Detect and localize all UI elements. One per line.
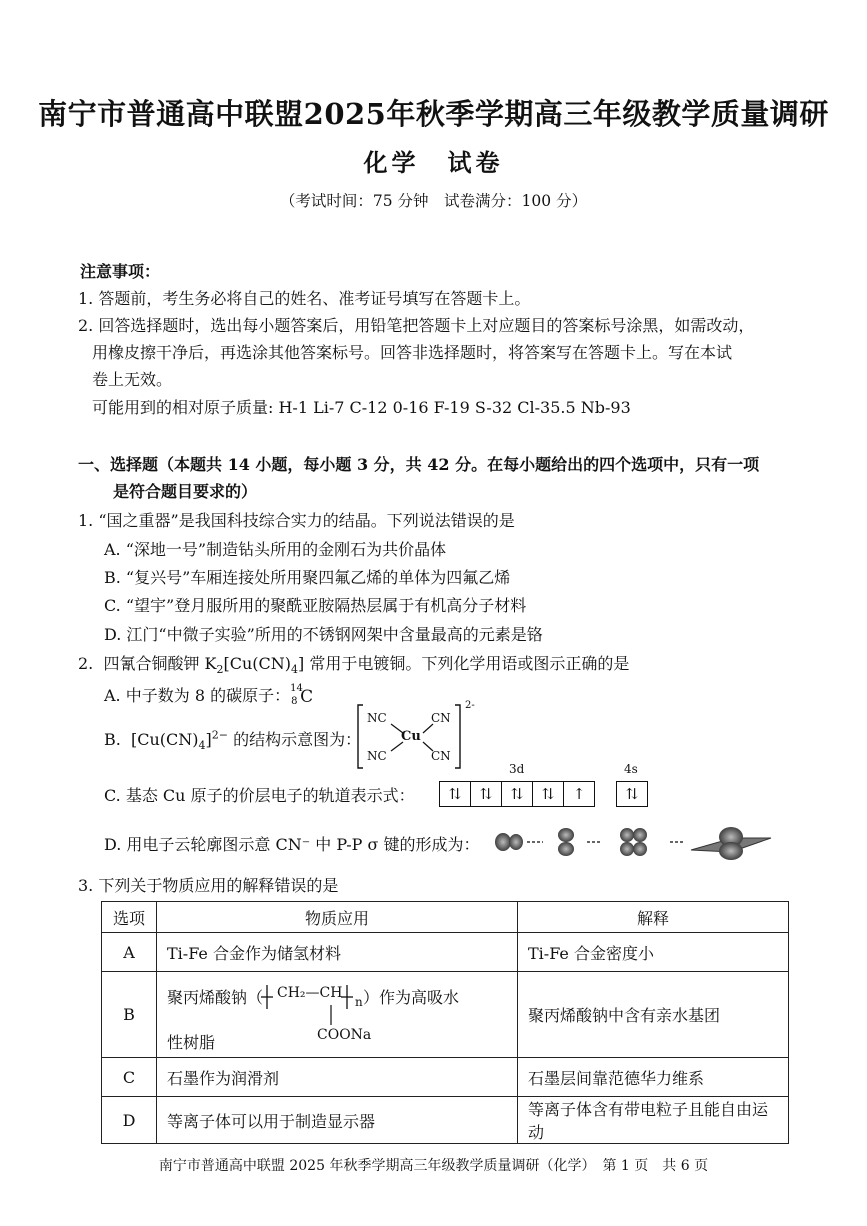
row-d-option: D [102, 1097, 157, 1144]
row-a-application: Ti-Fe 合金作为储氢材料 [157, 933, 518, 972]
q3-table [101, 901, 789, 1144]
section-heading: 一、选择题（本题共 14 小题，每小题 3 分，共 42 分。在每小题给出的四个选项中，只有一项 [78, 455, 760, 474]
orbital-4s: ⇅ [616, 781, 648, 807]
label-3d: 3d [509, 762, 525, 776]
exam-title: 南宁市普通高中联盟2025年秋季学期高三年级教学质量调研 [38, 97, 829, 131]
q1-option-c: C. “望宇”登月服所用的聚酰亚胺隔热层属于有机高分子材料 [104, 596, 527, 615]
q3-stem: 3. 下列关于物质应用的解释错误的是 [78, 876, 339, 895]
orbital-diagram [439, 781, 649, 807]
polymer-backbone: CH₂—CH [277, 984, 343, 1001]
table-header-option: 选项 [102, 902, 157, 933]
orbital-3d-5: ↑ [563, 781, 595, 807]
table-row [102, 933, 789, 972]
q2-sub-4: 4 [291, 663, 298, 677]
row-b-explanation: 聚丙烯酸钠中含有亲水基团 [518, 972, 789, 1058]
q2-option-b-rest: 的结构示意图为： [233, 730, 362, 749]
exam-info: （考试时间：75 分钟 试卷满分：100 分） [279, 192, 588, 210]
notice-item-2-end: 卷上无效。 [92, 370, 173, 389]
exam-subject: 化学 试卷 [363, 148, 504, 177]
electron-cloud-diagram [495, 820, 775, 864]
q2-option-b: B. $[Cu(CN)_4]^{2-}$ 的结构示意图为： [104, 728, 362, 753]
nuclide-symbol: C [300, 686, 314, 707]
orbital-3d-4: ⇅ [532, 781, 564, 807]
q1-option-d: D. 江门“中微子实验”所用的不锈钢网架中含量最高的元素是铬 [104, 625, 543, 644]
q2-sub-2: 2 [216, 663, 224, 677]
notice-heading: 注意事项： [80, 262, 161, 281]
row-c-option: C [102, 1058, 157, 1097]
notice-item-2-cont: 用橡皮擦干净后，再选涂其他答案标号。回答非选择题时，将答案写在答题卡上。写在本试 [92, 343, 733, 362]
notice-item-2: 2. 回答选择题时，选出每小题答案后，用铅笔把答题卡上对应题目的答案标号涂黑，如需改动， [78, 316, 755, 335]
notice-item-1: 1. 答题前，考生务必将自己的姓名、准考证号填写在答题卡上。 [78, 289, 531, 308]
orbital-3d-2: ⇅ [470, 781, 502, 807]
ligand-nc-top: NC [367, 711, 387, 725]
table-header-application: 物质应用 [157, 902, 518, 933]
q2-stem-b: [Cu(CN) [223, 654, 291, 673]
complex-charge: 2- [465, 700, 475, 711]
q2-option-c: C. 基态 Cu 原子的价层电子的轨道表示式： [104, 786, 415, 805]
cu-cn4-structure-diagram [355, 702, 475, 772]
table-row [102, 1097, 789, 1144]
q1-option-b: B. “复兴号”车厢连接处所用聚四氟乙烯的单体为四氟乙烯 [104, 568, 511, 587]
q2-stem-a: 四氰合铜酸钾 K [103, 654, 217, 673]
row-b-app-suffix: ）作为高吸水 [363, 987, 460, 1007]
ligand-cn-bottom: CN [431, 749, 451, 763]
q1-option-a: A. “深地一号”制造钻头所用的金刚石为共价晶体 [104, 540, 447, 559]
q2-option-a-text: A. 中子数为 8 的碳原子： [104, 686, 291, 705]
table-header-row [102, 902, 789, 933]
row-a-explanation: Ti-Fe 合金密度小 [518, 933, 789, 972]
q2-option-b-label: B. [104, 730, 121, 749]
table-row [102, 972, 789, 1058]
page-footer: 南宁市普通高中联盟 2025 年秋季学期高三年级教学质量调研（化学） 第 1 页 共 6 页 [158, 1158, 709, 1174]
q2-option-b-charge: 2− [211, 728, 228, 742]
q2-option-a [104, 683, 318, 707]
section-heading-cont: 是符合题目要求的） [113, 482, 258, 501]
atomic-masses: 可能用到的相对原子质量: H-1 Li-7 C-12 0-16 F-19 S-32 Cl-35.5 Nb-93 [92, 398, 631, 417]
nuclide-z: 8 [291, 695, 298, 707]
carbon-nuclide [290, 682, 318, 707]
table-header-explanation: 解释 [518, 902, 789, 933]
q2-stem [78, 651, 629, 676]
row-d-explanation: 等离子体含有带电粒子且能自由运动 [518, 1097, 789, 1144]
q2-stem-c: ] 常用于电镀铜。下列化学用语或图示正确的是 [298, 654, 630, 673]
q2-option-b-ion: [Cu(CN) [131, 730, 199, 749]
row-b-app-prefix: 聚丙烯酸钠（ [167, 987, 264, 1007]
q2-option-b-sub: 4 [198, 739, 206, 753]
q1-stem: 1. “国之重器”是我国科技综合实力的结晶。下列说法错误的是 [78, 511, 515, 530]
orbital-3d-1: ⇅ [439, 781, 471, 807]
row-a-option: A [102, 933, 157, 972]
row-d-application: 等离子体可以用于制造显示器 [157, 1097, 518, 1144]
orbital-3d-3: ⇅ [501, 781, 533, 807]
polymer-n: n [355, 994, 363, 1009]
row-c-application: 石墨作为润滑剂 [157, 1058, 518, 1097]
ligand-cn-top: CN [431, 711, 451, 725]
row-b-option: B [102, 972, 157, 1058]
ligand-nc-bottom: NC [367, 749, 387, 763]
row-c-explanation: 石墨层间靠范德华力维系 [518, 1058, 789, 1097]
table-row [102, 1058, 789, 1097]
row-b-application [157, 972, 518, 1058]
center-cu: Cu [401, 729, 421, 744]
q2-option-d: D. 用电子云轮廓图示意 CN⁻ 中 P-P σ 键的形成为： [104, 835, 480, 854]
row-b-app-tail: 性树脂 [167, 1032, 216, 1052]
q2-number: 2. [78, 654, 94, 673]
electron-cloud-svg [495, 820, 775, 864]
nuclide-mass: 14 [290, 682, 303, 694]
polymer-side-group: COONa [317, 1026, 372, 1043]
label-4s: 4s [624, 762, 638, 776]
